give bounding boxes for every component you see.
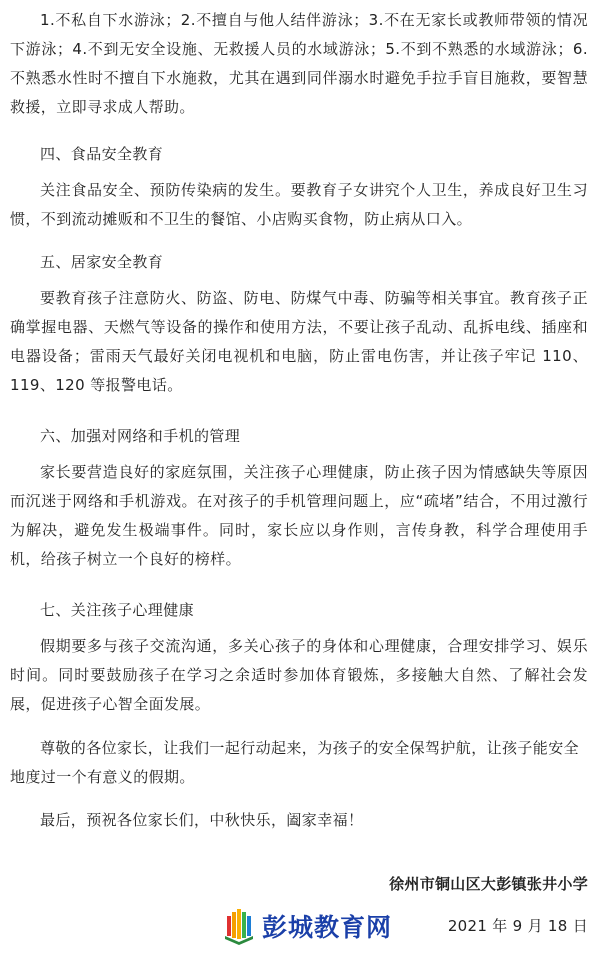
food-safety-paragraph: 关注食品安全、预防传染病的发生。要教育子女讲究个人卫生，养成良好卫生习惯，不到流动摊贩和不卫生的餐馆、小店购买食物，防止病从口入。	[10, 181, 588, 228]
book-icon	[222, 906, 256, 946]
mental-health-heading: 七、关注孩子心理健康	[40, 601, 195, 619]
school-signature: 徐州市铜山区大彭镇张井小学	[389, 875, 588, 893]
network-phone-heading: 六、加强对网络和手机的管理	[40, 427, 241, 445]
mental-health-paragraph: 假期要多与孩子交流沟通，多关心孩子的身体和心理健康，合理安排学习、娱乐时间。同时要鼓励孩子在学习之余适时参加体育锻炼，多接触大自然、了解社会发展，促进孩子心智全面发展。	[10, 637, 588, 713]
swimming-safety-paragraph: 1.不私自下水游泳；2.不擅自与他人结伴游泳；3.不在无家长或教师带领的情况下游泳；4.不到无安全设施、无救援人员的水域游泳；5.不到不熟悉的水域游泳；6.不熟悉水性时不擅自下水施救，尤其在遇到同伴溺水时避免手拉手盲目施救，要智慧救援，立即寻求成人帮助。	[10, 11, 588, 116]
appeal-paragraph: 尊敬的各位家长，让我们一起行动起来，为孩子的安全保驾护航，让孩子能安全地度过一个有意义的假期。	[10, 739, 580, 786]
home-safety-heading: 五、居家安全教育	[40, 253, 164, 271]
site-logo	[222, 904, 392, 948]
home-safety-paragraph: 要教育孩子注意防火、防盗、防电、防煤气中毒、防骗等相关事宜。教育孩子正确掌握电器、天燃气等设备的操作和使用方法，不要让孩子乱动、乱拆电线、插座和电器设备；雷雨天气最好关闭电视机和电脑，防止雷电伤害，并让孩子牢记 110、119、120 等报警电话。	[10, 289, 588, 394]
network-phone-paragraph: 家长要营造良好的家庭氛围，关注孩子心理健康，防止孩子因为情感缺失等原因而沉迷于网络和手机游戏。在对孩子的手机管理问题上，应“疏堵”结合，不用过激行为解决，避免发生极端事件。同时，家长应以身作则，言传身教，科学合理使用手机，给孩子树立一个良好的榜样。	[10, 463, 588, 568]
logo-text: 彭城教育网	[262, 913, 393, 942]
food-safety-heading: 四、食品安全教育	[40, 145, 164, 163]
wishes-paragraph: 最后，预祝各位家长们，中秋快乐，阖家幸福！	[40, 811, 364, 829]
date-line: 2021 年 9 月 18 日	[447, 917, 588, 935]
